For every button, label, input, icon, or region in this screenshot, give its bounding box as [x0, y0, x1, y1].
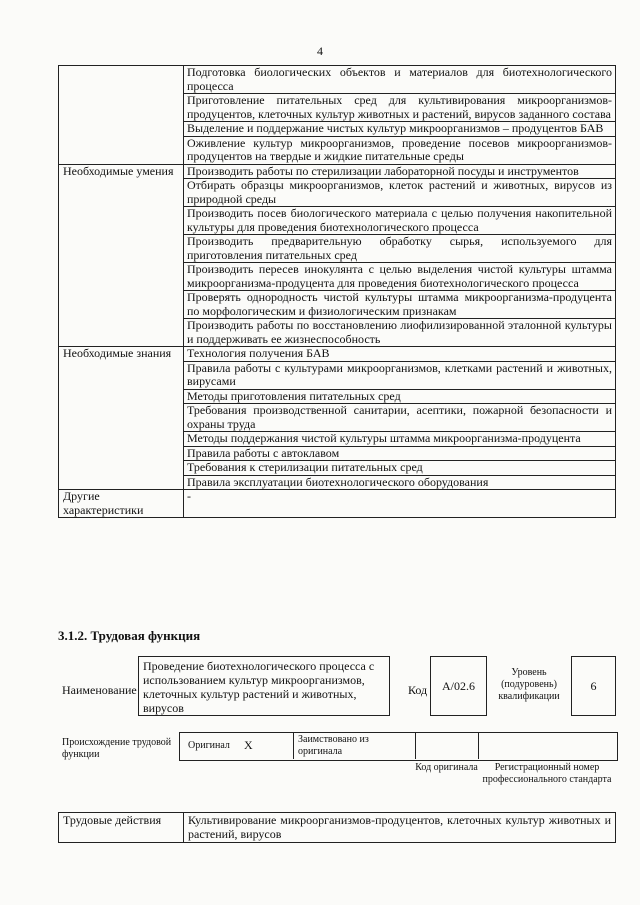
name-label: Наименование [62, 683, 137, 697]
group-item: Требования производственной санитарии, асептики, пожарной безопасности и охраны труда [184, 404, 616, 432]
group-item: Правила эксплуатации биотехнологического оборудования [184, 475, 616, 490]
group-item: Требования к стерилизации питательных сред [184, 461, 616, 476]
group-item: Приготовление питательных сред для культивирования микроорганизмов-продуцентов, клеточных культур животных и растений, вирусов заданного состава [184, 94, 616, 122]
group-label: Необходимые умения [59, 164, 184, 347]
actions-table [58, 812, 616, 843]
actions-label: Трудовые действия [59, 813, 184, 843]
borrowed-label: Заимствовано из оригинала [298, 734, 369, 757]
group-item: Методы приготовления питательных сред [184, 389, 616, 404]
group-item: Производить пересев инокулянта с целью выделения чистой культуры штамма микроорганизма-продуцента для проведения биотехнологического процесса [184, 263, 616, 291]
original-mark: X [244, 738, 253, 752]
table-row [59, 347, 616, 362]
group-item: Правила работы с автоклавом [184, 446, 616, 461]
function-name-box [138, 656, 390, 716]
level-label: Уровень (подуровень) квалификации [498, 667, 560, 702]
group-item: Отбирать образцы микроорганизмов, клеток растений и животных, вирусов из природной среды [184, 179, 616, 207]
code-caption: Код оригинала [415, 762, 478, 773]
group-item: Производить посев биологического материала с целью получения накопительной культуры для проведения биотехнологического процесса [184, 207, 616, 235]
group-item: Производить предварительную обработку сырья, используемого для приготовления питательных сред [184, 235, 616, 263]
group-label: Необходимые знания [59, 347, 184, 490]
reg-caption: Регистрационный номер профессионального стандарта [482, 762, 612, 785]
code-value-box [430, 656, 487, 716]
original-label: Оригинал [188, 740, 230, 751]
origin-label: Происхождение трудовой функции [62, 737, 172, 760]
requirements-table [58, 65, 616, 518]
group-item: Выделение и поддержание чистых культур микроорганизмов – продуцентов БАВ [184, 122, 616, 137]
group-label: Другие характеристики [59, 490, 184, 518]
group-item: - [184, 490, 616, 518]
page-number: 4 [317, 44, 323, 58]
group-item: Производить работы по стерилизации лабораторной посуды и инструментов [184, 164, 616, 179]
group-item: Правила работы с культурами микроорганизмов, клетками растений и животных, вирусами [184, 361, 616, 389]
group-label [59, 66, 184, 165]
table-row [59, 164, 616, 179]
function-name-value: Проведение биотехнологического процесса с использованием культур микроорганизмов, клеточных культур растений и животных, вирусов [143, 659, 375, 715]
code-label: Код [408, 683, 428, 697]
group-item: Подготовка биологических объектов и материалов для биотехнологического процесса [184, 66, 616, 94]
group-item: Технология получения БАВ [184, 347, 616, 362]
group-item: Проверять однородность чистой культуры штамма микроорганизма-продуцента по морфологическим и физиологическим признакам [184, 291, 616, 319]
group-item: Методы поддержания чистой культуры штамма микроорганизма-продуцента [184, 432, 616, 447]
table-row [59, 66, 616, 94]
group-item: Оживление культур микроорганизмов, проведение посевов микроорганизмов-продуцентов на твердые и жидкие питательные среды [184, 136, 616, 164]
group-item: Производить работы по восстановлению лиофилизированной эталонной культуры и поддерживать ее жизнеспособность [184, 319, 616, 347]
level-value: 6 [590, 679, 597, 693]
code-value: А/02.6 [442, 679, 475, 693]
actions-first-item: Культивирование микроорганизмов-продуцентов, клеточных культур животных и растений, вирусов [184, 813, 616, 843]
section-heading: 3.1.2. Трудовая функция [58, 628, 201, 643]
table-row [59, 490, 616, 518]
level-value-box [571, 656, 616, 716]
